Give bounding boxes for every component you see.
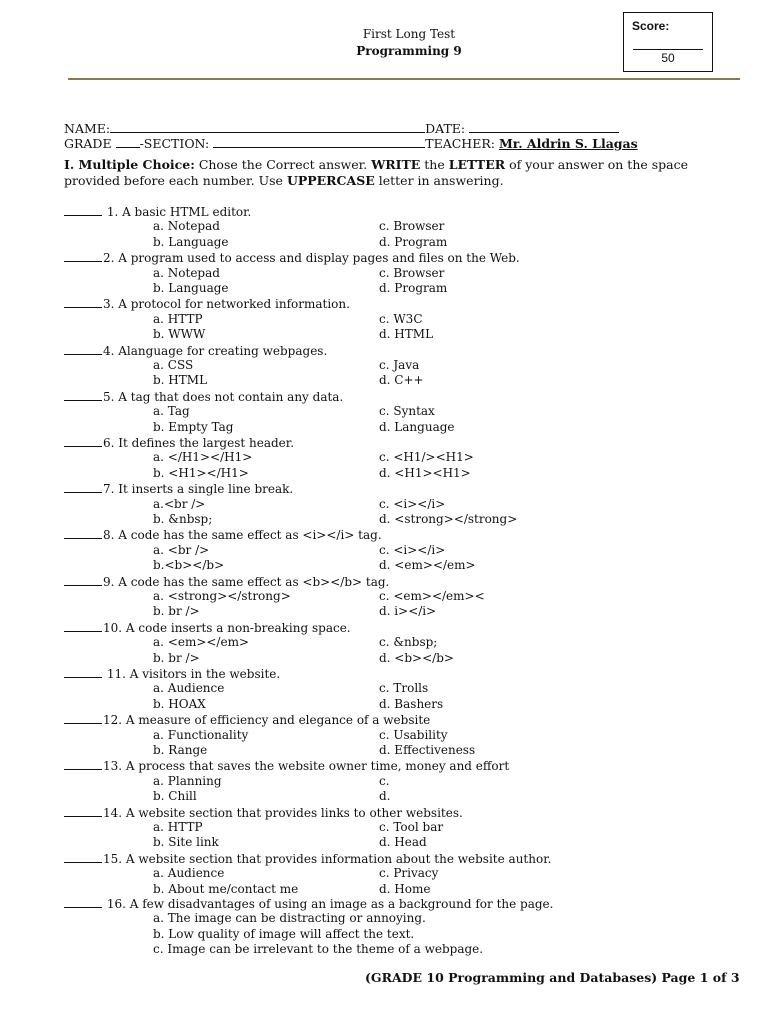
question-line — [64, 851, 551, 867]
answer-blank[interactable] — [64, 435, 102, 447]
option-choice: d. Head — [379, 835, 427, 850]
option-choice: a. Audience — [153, 866, 225, 881]
question-line — [64, 250, 520, 266]
question-text: 2. A program used to access and display pages and files on the Web. — [103, 251, 520, 266]
option-choice: b. HTML — [153, 373, 208, 388]
option-choice: d. <H1><H1> — [379, 465, 471, 480]
option-choice: d. Program — [379, 281, 448, 295]
option-choice: c. Browser — [379, 265, 445, 280]
instructions-heading: I. Multiple Choice: — [64, 157, 195, 172]
option-choice: b. Chill — [153, 789, 197, 804]
option-choice: a. </H1></H1> — [153, 450, 253, 465]
name-label: NAME: — [64, 121, 111, 136]
question-line — [64, 204, 251, 220]
option-choice: d. Bashers — [379, 696, 444, 711]
instructions-text-4: letter in answering. — [374, 173, 504, 188]
option-choice: a. Planning — [153, 773, 222, 788]
option-choice: b.<b></b> — [153, 558, 225, 573]
answer-blank[interactable] — [64, 296, 102, 308]
option-choice: a. Notepad — [153, 219, 220, 234]
answer-blank[interactable] — [64, 758, 102, 770]
question-line — [64, 527, 382, 543]
option-choice: c. Usability — [379, 727, 448, 742]
option-choice: c. Browser — [379, 219, 445, 234]
option-choice: c. <em></em>< — [379, 589, 485, 603]
option-choice: a. <br /> — [153, 542, 210, 557]
option-choice: b. Language — [153, 234, 229, 249]
q16-item: c. Image can be irrelevant to the theme of a webpage. — [153, 942, 484, 956]
question-line — [64, 435, 294, 451]
option-choice: d. Language — [379, 419, 455, 434]
question-text: 10. A code inserts a non-breaking space. — [103, 620, 351, 635]
option-choice: d. C++ — [379, 373, 424, 388]
instructions-uppercase: UPPERCASE — [286, 173, 375, 188]
option-choice: c. Tool bar — [379, 820, 444, 834]
grade-section-teacher-row — [64, 136, 638, 151]
score-box — [623, 12, 713, 72]
option-choice: a. <strong></strong> — [153, 589, 291, 603]
page-footer: (GRADE 10 Programming and Databases) Page 1 of 3 — [365, 970, 740, 985]
question-text: 1. A basic HTML editor. — [103, 205, 252, 219]
question-text: 15. A website section that provides information about the website author. — [103, 851, 552, 866]
option-choice: b. Range — [153, 743, 208, 757]
answer-blank[interactable] — [64, 620, 102, 632]
option-choice: a. Functionality — [153, 727, 249, 742]
answer-blank[interactable] — [64, 805, 102, 817]
q16-item: b. Low quality of image will affect the text. — [153, 927, 415, 941]
question-text: 16. A few disadvantages of using an image as a background for the page. — [103, 897, 554, 911]
teacher-name: Mr. Aldrin S. Llagas — [498, 136, 638, 151]
question-line — [64, 481, 293, 497]
question-line — [64, 343, 327, 359]
question-text: 14. A website section that provides links to other websites. — [103, 805, 463, 820]
option-choice: d. Effectiveness — [379, 743, 476, 757]
option-choice: a. Audience — [153, 681, 225, 696]
option-choice: c. Java — [379, 358, 420, 372]
question-line — [64, 574, 389, 590]
question-text: 12. A measure of efficiency and elegance of a website — [103, 713, 431, 728]
answer-blank[interactable] — [64, 481, 102, 493]
option-choice: b. <H1></H1> — [153, 465, 249, 480]
test-title: First Long Test — [362, 27, 456, 41]
answer-blank[interactable] — [64, 343, 102, 355]
option-choice: b. &nbsp; — [153, 512, 213, 526]
option-choice: c. Trolls — [379, 681, 429, 696]
section-label: -SECTION: — [139, 136, 210, 151]
option-choice: d. — [379, 789, 391, 804]
question-line — [64, 712, 430, 728]
option-choice: b. Language — [153, 281, 229, 295]
question-line — [64, 389, 343, 405]
date-field[interactable] — [469, 121, 619, 133]
answer-blank[interactable] — [64, 250, 102, 262]
option-choice: c. W3C — [379, 311, 423, 326]
question-text: 11. A visitors in the website. — [103, 667, 281, 681]
question-line — [64, 758, 509, 774]
score-line — [633, 49, 703, 50]
question-text: 4. Alanguage for creating webpages. — [103, 343, 328, 358]
answer-blank[interactable] — [64, 851, 102, 863]
question-text: 9. A code has the same effect as <b></b> tag. — [103, 574, 390, 589]
option-choice: a. CSS — [153, 358, 194, 372]
option-choice: d. Home — [379, 881, 431, 896]
question-text: 3. A protocol for networked information. — [103, 297, 350, 312]
question-line — [64, 666, 280, 682]
option-choice: a.<br /> — [153, 496, 206, 511]
option-choice: a. <em></em> — [153, 635, 250, 650]
option-choice: d. <em></em> — [379, 558, 476, 573]
question-text: 7. It inserts a single line break. — [103, 482, 294, 497]
instructions-letter: LETTER — [448, 157, 506, 172]
question-text: 13. A process that saves the website owner time, money and effort — [103, 759, 510, 774]
grade-label: GRADE — [64, 136, 112, 151]
option-choice: b. Site link — [153, 835, 219, 850]
question-text: 5. A tag that does not contain any data. — [103, 389, 344, 404]
subject-title: Programming 9 — [356, 44, 462, 58]
option-choice: c. <i></i> — [379, 542, 446, 557]
instructions-text-2: the — [420, 157, 449, 172]
answer-blank[interactable] — [64, 712, 102, 724]
option-choice: d. <b></b> — [379, 650, 454, 665]
score-label: Score: — [632, 19, 670, 33]
option-choice: c. Privacy — [379, 866, 439, 881]
answer-blank[interactable] — [64, 574, 102, 586]
name-field[interactable] — [110, 121, 425, 133]
instructions — [64, 157, 724, 189]
option-choice: b. WWW — [153, 327, 206, 342]
q16-item: a. The image can be distracting or annoying. — [153, 911, 426, 925]
question-line — [64, 620, 351, 636]
question-16-line — [64, 896, 553, 912]
option-choice: b. HOAX — [153, 696, 206, 711]
answer-blank[interactable] — [64, 389, 102, 401]
grade-field[interactable] — [116, 136, 140, 148]
question-text: 8. A code has the same effect as <i></i> tag. — [103, 528, 382, 543]
option-choice: c. — [379, 773, 390, 788]
name-date-row — [64, 121, 619, 136]
option-choice: d. <strong></strong> — [379, 512, 518, 526]
option-choice: b. About me/contact me — [153, 881, 299, 896]
option-choice: c. <i></i> — [379, 496, 446, 511]
instructions-text-1: Chose the Correct answer. — [194, 157, 372, 172]
score-total: 50 — [661, 51, 675, 65]
option-choice: a. Notepad — [153, 265, 220, 280]
teacher-label: TEACHER: — [425, 136, 495, 151]
option-choice: c. &nbsp; — [379, 635, 438, 650]
question-line — [64, 296, 350, 312]
option-choice: d. i></i> — [379, 604, 437, 619]
instructions-write: WRITE — [371, 157, 421, 172]
option-choice: d. Program — [379, 234, 448, 249]
option-choice: a. HTTP — [153, 820, 203, 834]
option-choice: c. Syntax — [379, 404, 435, 419]
instructions-text-3: of your answer on the space provided before each number. Use — [64, 157, 689, 188]
option-choice: b. br /> — [153, 650, 200, 665]
answer-blank[interactable] — [64, 204, 102, 216]
section-field[interactable] — [213, 136, 425, 148]
option-choice: a. Tag — [153, 404, 190, 419]
option-choice: c. <H1/><H1> — [379, 450, 474, 465]
date-label: DATE: — [425, 121, 466, 136]
answer-blank[interactable] — [64, 896, 102, 908]
header-divider — [68, 78, 740, 80]
question-text: 6. It defines the largest header. — [103, 436, 295, 450]
option-choice: b. Empty Tag — [153, 419, 234, 434]
question-line — [64, 805, 463, 821]
option-choice: a. HTTP — [153, 311, 203, 326]
option-choice: d. HTML — [379, 327, 434, 342]
option-choice: b. br /> — [153, 604, 200, 619]
answer-blank[interactable] — [64, 527, 102, 539]
answer-blank[interactable] — [64, 666, 102, 678]
